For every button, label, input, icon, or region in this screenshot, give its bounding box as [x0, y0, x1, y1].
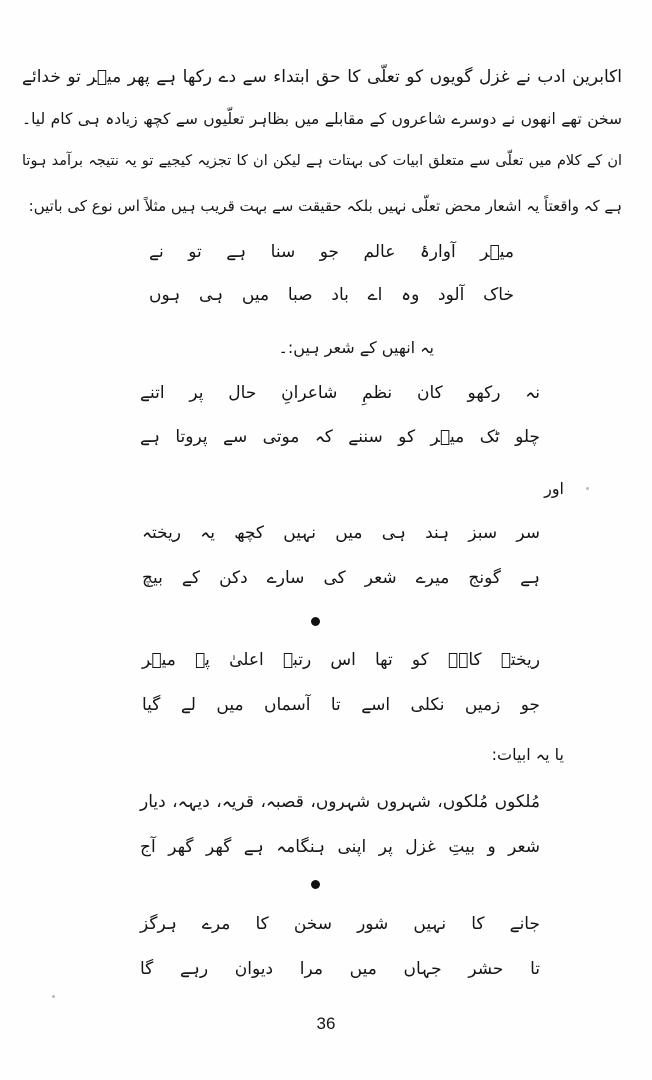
section-heading-1: یہ انھیں کے شعر ہیں:۔: [278, 338, 434, 357]
couplet-5-line-1: مُلکوں مُلکوں، شہروں شہروں، قصبہ، قریہ، دیہہ، دیار: [140, 792, 540, 812]
couplet-1-line-2: خاک آلود وہ اے باد صبا میں ہی ہوں: [149, 285, 514, 305]
verse-separator-dot: [311, 880, 320, 889]
paragraph-line-1: اکابرین ادب نے غزل گویوں کو تعلّی کا حق ابتداء سے دے رکھا ہے پھر میؔر تو خدائے: [22, 67, 622, 87]
section-heading-3: یا یہ ابیات:: [491, 745, 564, 764]
couplet-6-line-1: جانے کا نہیں شور سخن کا مرے ہرگز: [140, 914, 540, 934]
scan-speck: [586, 487, 589, 490]
paragraph-line-3: ان کے کلام میں تعلّی سے متعلق ابیات کی بہتات ہے لیکن ان کا تجزیہ کیجیے تو یہ نتیجہ برآمد ہوتا: [22, 153, 622, 169]
couplet-2-line-2: چلو ٹک میؔر کو سننے کہ موتی سے پروتا ہے: [140, 427, 540, 447]
couplet-6-line-2: تا حشر جہاں میں مرا دیوان رہے گا: [140, 959, 540, 979]
verse-separator-dot: [311, 617, 320, 626]
page-number: 36: [316, 1014, 336, 1033]
couplet-2-line-1: نہ رکھو کان نظمِ شاعرانِ حال پر اتنے: [140, 383, 540, 403]
couplet-4-line-2: جو زمیں نکلی اسے تا آسماں میں لے گیا: [142, 695, 540, 715]
couplet-5-line-2: شعر و بیتِ غزل پر اپنی ہنگامہ ہے گھر گھر آج: [140, 837, 540, 857]
couplet-1-line-1: میؔر آوارۂ عالم جو سنا ہے تو نے: [149, 242, 514, 262]
scan-speck: [52, 995, 55, 998]
section-heading-2: اور: [544, 479, 564, 498]
paragraph-line-4: ہے کہ واقعتاً یہ اشعار محض تعلّی نہیں بلکہ حقیقت سے بہت قریب ہیں مثلاً اس نوع کی باتیں:: [28, 197, 622, 215]
paragraph-line-2: سخن تھے انھوں نے دوسرے شاعروں کے مقابلے میں بظاہر تعلّیوں سے کچھ زیادہ ہی کام لیا۔: [22, 110, 622, 128]
couplet-4-line-1: ریختہ کاہے کو تھا اس رتبۂ اعلیٰ پہ میؔر: [142, 650, 540, 670]
couplet-3-line-2: ہے گونج میرے شعر کی سارے دکن کے بیچ: [142, 568, 540, 588]
couplet-3-line-1: سر سبز ہند ہی میں نہیں کچھ یہ ریختہ: [142, 523, 540, 543]
